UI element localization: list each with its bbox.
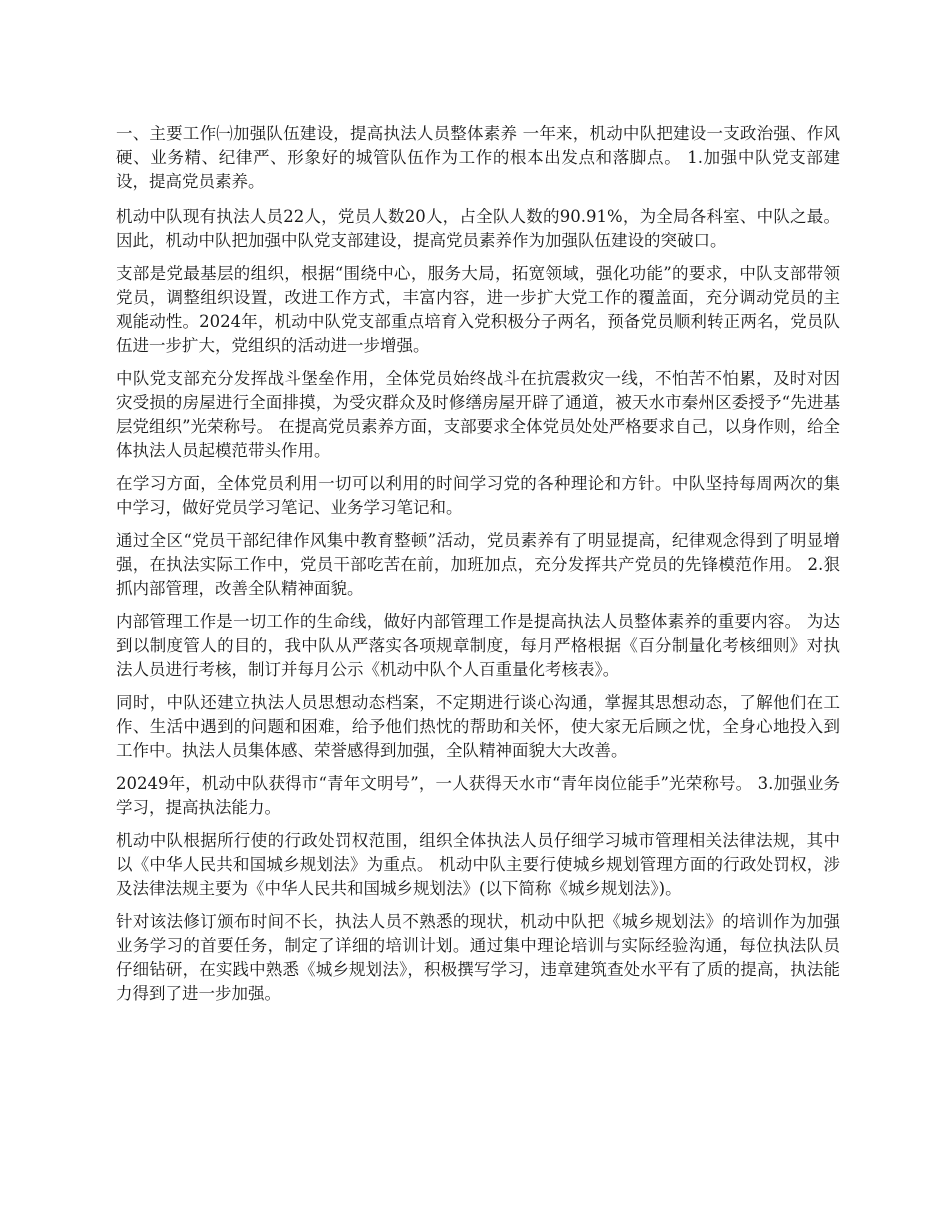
paragraph-4: 中队党支部充分发挥战斗堡垒作用，全体党员始终战斗在抗震救灾一线，不怕苦不怕累，及时对因灾受损的房屋进行全面排摸，为受灾群众及时修缮房屋开辟了通道，被天水市秦州区委授予“先进基层党组织”光荣称号。 在提高党员素养方面，支部要求全体党员处处严格要求自己，以身作则，给全体执法人员起模范带头作用。 xyxy=(116,369,840,460)
paragraph-2: 机动中队现有执法人员22人，党员人数20人，占全队人数的90.91%，为全局各科室、中队之最。因此，机动中队把加强中队党支部建设，提高党员素养作为加强队伍建设的突破口。 xyxy=(116,207,840,250)
paragraph-10: 机动中队根据所行使的行政处罚权范围，组织全体执法人员仔细学习城市管理相关法律法规，其中以《中华人民共和国城乡规划法》为重点。 机动中队主要行使城乡规划管理方面的行政处罚权，涉及法律法规主要为《中华人民共和国城乡规划法》(以下简称《城乡规划法》)。 xyxy=(116,831,840,898)
paragraph-8: 同时，中队还建立执法人员思想动态档案，不定期进行谈心沟通，掌握其思想动态，了解他们在工作、生活中遇到的问题和困难，给予他们热忱的帮助和关怀，使大家无后顾之忧，全身心地投入到工作中。执法人员集体感、荣誉感得到加强，全队精神面貌大大改善。 xyxy=(116,693,840,760)
paragraph-7: 内部管理工作是一切工作的生命线，做好内部管理工作是提高执法人员整体素养的重要内容。 为达到以制度管人的目的，我中队从严落实各项规章制度，每月严格根据《百分制量化考核细则》对执法人员进行考核，制订并每月公示《机动中队个人百重量化考核表》。 xyxy=(116,612,840,679)
paragraph-1: 一、主要工作㈠加强队伍建设，提高执法人员整体素养 一年来，机动中队把建设一支政治强、作风硬、业务精、纪律严、形象好的城管队伍作为工作的根本出发点和落脚点。 1.加强中队党支部建设，提高党员素养。 xyxy=(116,124,840,191)
paragraph-6: 通过全区“党员干部纪律作风集中教育整顿”活动，党员素养有了明显提高，纪律观念得到了明显增强，在执法实际工作中，党员干部吃苦在前，加班加点，充分发挥共产党员的先锋模范作用。 2.狠抓内部管理，改善全队精神面貌。 xyxy=(116,531,840,598)
paragraph-9: 20249年，机动中队获得市“青年文明号”，一人获得天水市“青年岗位能手”光荣称号。 3.加强业务学习，提高执法能力。 xyxy=(116,774,840,817)
document-body xyxy=(116,122,840,1015)
paragraph-5: 在学习方面，全体党员利用一切可以利用的时间学习党的各种理论和方针。中队坚持每周两次的集中学习，做好党员学习笔记、业务学习笔记和。 xyxy=(116,474,840,517)
paragraph-3: 支部是党最基层的组织，根据“围绕中心，服务大局，拓宽领域，强化功能”的要求，中队支部带领党员，调整组织设置，改进工作方式，丰富内容，进一步扩大党工作的覆盖面，充分调动党员的主观能动性。2024年，机动中队党支部重点培育入党积极分子两名，预备党员顺利转正两名，党员队伍进一步扩大，党组织的活动进一步增强。 xyxy=(116,264,840,355)
paragraph-11: 针对该法修订颁布时间不长，执法人员不熟悉的现状，机动中队把《城乡规划法》的培训作为加强业务学习的首要任务，制定了详细的培训计划。通过集中理论培训与实际经验沟通，每位执法队员仔细钻研，在实践中熟悉《城乡规划法》，积极撰写学习，违章建筑查处水平有了质的提高，执法能力得到了进一步加强。 xyxy=(116,912,840,1003)
